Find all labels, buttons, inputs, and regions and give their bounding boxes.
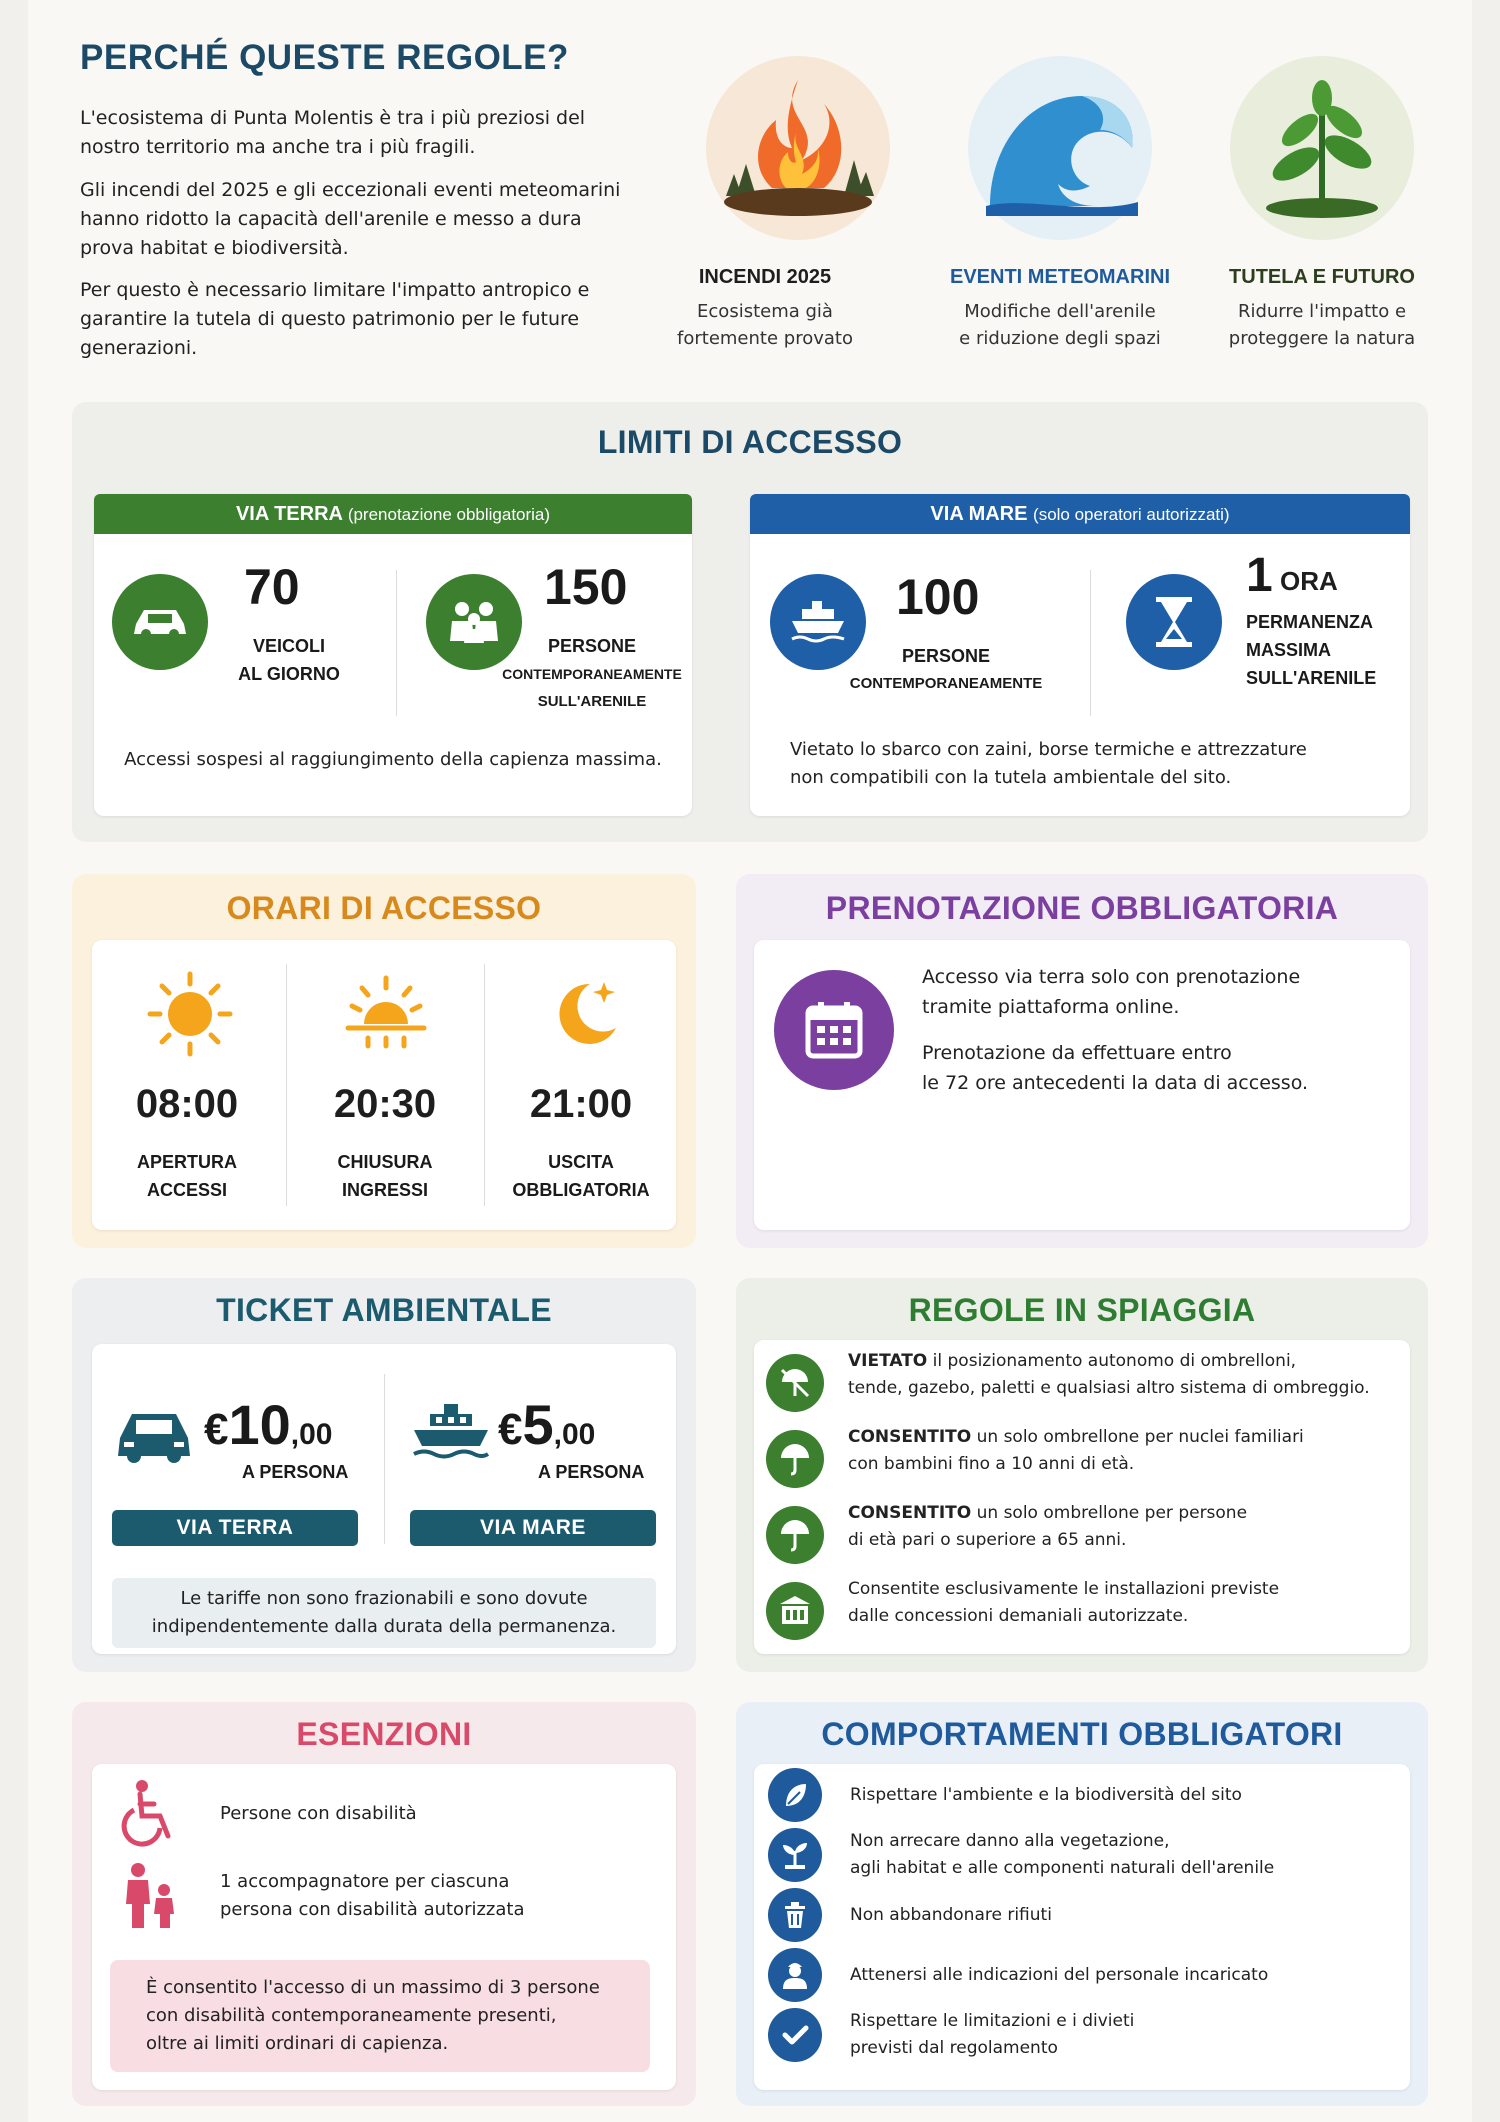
- ticket-terra-price: €10,00: [204, 1393, 333, 1456]
- intro-paragraph-3: Per questo è necessario limitare l'impatto antropico e garantire la tutela di questo patrimonio per le future generazioni.: [80, 279, 590, 359]
- building-icon: [766, 1582, 824, 1640]
- limiti-panel: [72, 402, 1428, 842]
- veicoli-number: 70: [244, 559, 300, 615]
- limiti-title: LIMITI DI ACCESSO: [597, 424, 903, 460]
- car-icon: [112, 574, 208, 670]
- persone-terra-label-3: SULL'ARENILE: [537, 693, 647, 710]
- veicoli-label-1: VEICOLI: [252, 636, 325, 656]
- ticket-car-icon: [114, 1406, 194, 1464]
- ticket-mare-per: A PERSONA: [538, 1462, 645, 1482]
- sun-icon: [142, 966, 238, 1062]
- wheelchair-icon: [116, 1778, 178, 1848]
- prenotazione-title: PRENOTAZIONE OBBLIGATORIA: [825, 890, 1339, 926]
- ora-unit: ORA: [1280, 566, 1338, 596]
- trash-icon: [768, 1888, 822, 1942]
- intro-item-sub-meteo-1: Modifiche dell'arenile: [964, 301, 1156, 322]
- no-umbrella-icon: [766, 1354, 824, 1412]
- regola-3-line1: CONSENTITO un solo ombrellone per persone: [848, 1503, 1248, 1523]
- orario-uscita-time: 21:00: [529, 1082, 633, 1126]
- esenzione-accompagnatore-1: 1 accompagnatore per ciascuna: [220, 1871, 510, 1892]
- ora-label-3: SULL'ARENILE: [1246, 668, 1377, 688]
- regola-3-line2: di età pari o superiore a 65 anni.: [848, 1530, 1127, 1550]
- intro-item-title-tutela: TUTELA E FUTURO: [1229, 266, 1415, 288]
- esenzione-accompagnatore-2: persona con disabilità autorizzata: [220, 1899, 525, 1920]
- orario-uscita-l2: OBBLIGATORIA: [512, 1180, 650, 1200]
- esenzioni-note-1: È consentito l'accesso di un massimo di 3 persone: [146, 1977, 600, 1998]
- prenotazione-text-2b: le 72 ore antecedenti la data di accesso.: [922, 1072, 1309, 1094]
- comportamento-1: Rispettare l'ambiente e la biodiversità del sito: [850, 1785, 1242, 1805]
- ticket-boat-icon: [410, 1402, 492, 1464]
- intro-item-title-incendi: INCENDI 2025: [698, 266, 832, 288]
- wave-icon: [968, 56, 1152, 240]
- regola-2-line2: con bambini fino a 10 anni di età.: [848, 1454, 1135, 1474]
- mare-divider: [1090, 570, 1091, 716]
- esenzioni-panel: [72, 1702, 696, 2106]
- wave-illustration: [968, 56, 1152, 240]
- ticket-mare-label: VIA MARE: [410, 1510, 656, 1546]
- persone-mare-label-2: CONTEMPORANEAMENTE: [849, 675, 1043, 692]
- orari-title: ORARI DI ACCESSO: [226, 890, 542, 926]
- orari-panel: [72, 874, 696, 1248]
- prenotazione-text-2a: Prenotazione da effettuare entro: [922, 1042, 1232, 1064]
- prenotazione-text-1b: tramite piattaforma online.: [922, 996, 1180, 1018]
- prenotazione-card: [754, 940, 1410, 1230]
- check-icon: [768, 2008, 822, 2062]
- persone-terra-label-2: CONTEMPORANEAMENTE: [502, 666, 682, 682]
- ticket-note-2: indipendentemente dalla durata della permanenza.: [151, 1616, 617, 1637]
- esenzioni-note-3: oltre ai limiti ordinari di capienza.: [146, 2033, 449, 2054]
- mare-note-1: Vietato lo sbarco con zaini, borse termiche e attrezzature: [790, 739, 1307, 760]
- comportamenti-title: COMPORTAMENTI OBBLIGATORI: [821, 1716, 1343, 1752]
- esenzioni-note-2: con disabilità contemporaneamente presenti,: [146, 2005, 557, 2026]
- orario-chiusura-time: 20:30: [333, 1082, 437, 1126]
- persone-terra-label-1: PERSONE: [547, 636, 637, 656]
- hourglass-icon: [1126, 574, 1222, 670]
- veicoli-label-2: AL GIORNO: [238, 664, 340, 684]
- mare-header: VIA MARE (solo operatori autorizzati): [750, 494, 1410, 534]
- ticket-terra-per: A PERSONA: [242, 1462, 349, 1482]
- ora-number: 1: [1246, 549, 1273, 602]
- comportamento-4: Attenersi alle indicazioni del personale incaricato: [850, 1965, 1269, 1985]
- comportamenti-card: [754, 1764, 1410, 2090]
- fire-icon: [706, 56, 890, 240]
- orario-chiusura-l2: INGRESSI: [341, 1180, 429, 1200]
- orari-card: [92, 940, 676, 1230]
- prenotazione-panel: [736, 874, 1428, 1248]
- comportamento-5-line2: previsti dal regolamento: [850, 2038, 1058, 2058]
- umbrella-icon: [766, 1506, 824, 1564]
- persone-terra-number: 150: [544, 559, 628, 615]
- staff-icon: [768, 1948, 822, 2002]
- ora-label-2: MASSIMA: [1246, 640, 1331, 660]
- regole-title: REGOLE IN SPIAGGIA: [908, 1292, 1256, 1328]
- leaf-icon: [768, 1768, 822, 1822]
- intro-item-title-meteo: EVENTI METEOMARINI: [949, 266, 1170, 288]
- regole-card: [754, 1340, 1410, 1654]
- infographic-sheet: [28, 0, 1472, 2122]
- esenzioni-title: ESENZIONI: [296, 1716, 472, 1752]
- intro-item-sub-meteo-2: e riduzione degli spazi: [959, 328, 1161, 349]
- moon-icon: [534, 966, 630, 1062]
- orari-divider-2: [484, 964, 485, 1206]
- ticket-divider: [384, 1374, 385, 1544]
- umbrella-icon: [766, 1430, 824, 1488]
- esenzioni-note-box: [110, 1960, 650, 2072]
- regole-panel: [736, 1278, 1428, 1672]
- terra-card: [94, 494, 692, 816]
- ticket-mare-price: €5,00: [498, 1393, 596, 1456]
- ticket-note-box: [112, 1578, 656, 1648]
- comportamento-5-line1: Rispettare le limitazioni e i divieti: [850, 2011, 1135, 2031]
- fire-illustration: [706, 56, 890, 240]
- terra-header: VIA TERRA (prenotazione obbligatoria): [94, 494, 692, 534]
- comportamenti-panel: [736, 1702, 1428, 2106]
- comportamento-2-line2: agli habitat e alle componenti naturali dell'arenile: [850, 1858, 1275, 1878]
- regola-2-line1: CONSENTITO un solo ombrellone per nuclei familiari: [848, 1427, 1304, 1447]
- sunset-icon: [338, 966, 434, 1062]
- orario-apertura-l2: ACCESSI: [146, 1180, 227, 1200]
- orario-uscita-l1: USCITA: [548, 1152, 614, 1172]
- persone-mare-label-1: PERSONE: [901, 646, 991, 666]
- ticket-panel: [72, 1278, 696, 1672]
- intro-paragraph-2: Gli incendi del 2025 e gli eccezionali eventi meteomarini hanno ridotto la capacità dell'arenile e messo a dura prova habitat e biodiversità.: [80, 179, 621, 259]
- ticket-title: TICKET AMBIENTALE: [216, 1292, 552, 1328]
- terra-note: Accessi sospesi al raggiungimento della capienza massima.: [124, 749, 662, 770]
- regola-4-line1: Consentite esclusivamente le installazioni previste: [848, 1579, 1280, 1599]
- comportamento-2-line1: Non arrecare danno alla vegetazione,: [850, 1831, 1170, 1851]
- calendar-icon: [774, 970, 894, 1090]
- orario-apertura-l1: APERTURA: [136, 1152, 237, 1172]
- sprout-icon: [768, 1828, 822, 1882]
- terra-divider: [396, 570, 397, 716]
- orario-apertura-time: 08:00: [135, 1082, 239, 1126]
- regola-4-line2: dalle concessioni demaniali autorizzate.: [848, 1606, 1189, 1626]
- intro-item-sub-tutela-2: proteggere la natura: [1228, 328, 1416, 349]
- regola-1-line2: tende, gazebo, paletti e qualsiasi altro sistema di ombreggio.: [848, 1378, 1370, 1398]
- intro-item-sub-incendi-2: fortemente provato: [677, 328, 853, 349]
- plant-illustration: [1230, 56, 1414, 240]
- esenzioni-card: [92, 1764, 676, 2090]
- comportamento-3: Non abbandonare rifiuti: [850, 1905, 1052, 1925]
- intro-item-sub-incendi-1: Ecosistema già: [697, 301, 833, 322]
- intro-title: PERCHÉ QUESTE REGOLE?: [80, 38, 569, 77]
- mare-note-2: non compatibili con la tutela ambientale del sito.: [790, 767, 1232, 788]
- esenzione-disabilita: Persone con disabilità: [220, 1803, 417, 1824]
- intro-item-sub-tutela-1: Ridurre l'impatto e: [1237, 301, 1407, 322]
- ora-label-1: PERMANENZA: [1246, 612, 1374, 632]
- prenotazione-text-1a: Accesso via terra solo con prenotazione: [922, 966, 1301, 988]
- mare-card: [750, 494, 1410, 816]
- companion-icon: [120, 1862, 180, 1932]
- ticket-terra-label: VIA TERRA: [112, 1510, 358, 1546]
- intro-paragraph-1: L'ecosistema di Punta Molentis è tra i più preziosi del nostro territorio ma anche tra i più fragili.: [80, 107, 586, 158]
- orari-divider-1: [286, 964, 287, 1206]
- plant-icon: [1230, 56, 1414, 240]
- regola-1-line1: VIETATO il posizionamento autonomo di ombrelloni,: [848, 1351, 1297, 1371]
- persone-mare-number: 100: [896, 569, 980, 625]
- ticket-note-1: Le tariffe non sono frazionabili e sono dovute: [180, 1588, 588, 1609]
- ticket-card: [92, 1344, 676, 1654]
- orario-chiusura-l1: CHIUSURA: [337, 1152, 433, 1172]
